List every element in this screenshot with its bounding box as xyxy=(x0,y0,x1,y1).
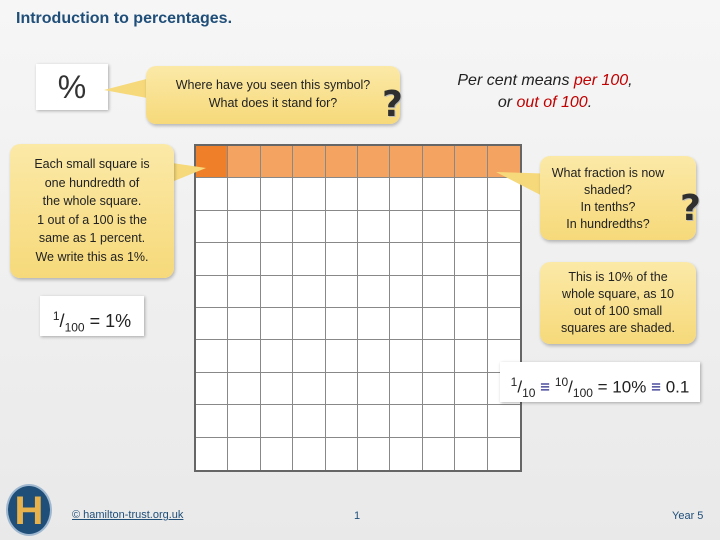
bubble4-line: whole square, as 10 xyxy=(562,287,674,301)
shaded-grid-cell xyxy=(261,146,293,178)
fraction-question-bubble xyxy=(540,156,696,240)
grid-cell xyxy=(293,438,325,470)
grid-cell xyxy=(261,405,293,437)
grid-cell xyxy=(358,243,390,275)
grid-cell xyxy=(358,438,390,470)
grid-cell xyxy=(488,438,520,470)
per-cent-text: or xyxy=(497,94,517,111)
grid-cell xyxy=(390,373,422,405)
shaded-grid-cell xyxy=(326,146,358,178)
grid-cell xyxy=(488,211,520,243)
grid-cell xyxy=(358,211,390,243)
grid-cell xyxy=(196,211,228,243)
grid-cell xyxy=(423,308,455,340)
grid-cell xyxy=(293,211,325,243)
grid-cell xyxy=(423,243,455,275)
grid-cell xyxy=(326,211,358,243)
grid-cell xyxy=(358,373,390,405)
eq-slash: / xyxy=(568,377,573,397)
grid-cell xyxy=(261,276,293,308)
grid-cell xyxy=(293,405,325,437)
grid-cell xyxy=(326,405,358,437)
explanation-bubble xyxy=(10,144,174,278)
equivalence-box xyxy=(500,362,700,402)
grid-cell xyxy=(261,373,293,405)
bubble3-line: In tenths? xyxy=(580,200,636,214)
shaded-grid-cell xyxy=(390,146,422,178)
bubble4-line: squares are shaded. xyxy=(561,321,675,335)
grid-cell xyxy=(390,178,422,210)
grid-cell xyxy=(228,243,260,275)
per-cent-text: means xyxy=(516,72,574,89)
grid-cell xyxy=(228,276,260,308)
shaded-grid-cell xyxy=(228,146,260,178)
grid-cell xyxy=(423,178,455,210)
eq-numerator: 1 xyxy=(510,375,518,389)
grid-cell xyxy=(390,405,422,437)
bubble2-line: 1 out of a 100 is the xyxy=(37,212,147,227)
grid-cell xyxy=(488,308,520,340)
equivalence-sign: ≡ xyxy=(535,377,555,397)
grid-cell xyxy=(228,340,260,372)
fraction-result: = 1% xyxy=(84,311,132,331)
grid-cell xyxy=(228,178,260,210)
grid-cell xyxy=(390,438,422,470)
grid-cell xyxy=(293,308,325,340)
logo-letter: H xyxy=(14,489,44,533)
copyright-link[interactable]: © hamilton-trust.org.uk xyxy=(72,509,184,521)
grid-cell xyxy=(358,405,390,437)
percent-symbol-box xyxy=(36,64,108,110)
grid-cell xyxy=(455,438,487,470)
grid-cell xyxy=(455,178,487,210)
eq-decimal: 0.1 xyxy=(660,377,690,397)
grid-cell xyxy=(488,405,520,437)
eq-denominator: 100 xyxy=(572,386,593,401)
grid-cell xyxy=(455,276,487,308)
grid-cell xyxy=(455,340,487,372)
grid-cell xyxy=(488,276,520,308)
grid-cell xyxy=(423,438,455,470)
grid-cell xyxy=(423,276,455,308)
grid-cell xyxy=(390,243,422,275)
grid-cell xyxy=(293,340,325,372)
bubble1-line: What does it stand for? xyxy=(208,96,338,110)
per-cent-text: , xyxy=(628,72,633,89)
grid-cell xyxy=(293,276,325,308)
grid-cell xyxy=(261,340,293,372)
grid-cell xyxy=(228,438,260,470)
grid-cell xyxy=(455,211,487,243)
fraction-numerator: 1 xyxy=(52,309,60,323)
grid-cell xyxy=(228,308,260,340)
bubble3-line: What fraction is now xyxy=(551,166,665,180)
question-bubble-symbol xyxy=(146,66,400,124)
year-label: Year 5 xyxy=(672,510,704,522)
fraction-one-hundredth-box xyxy=(40,296,144,336)
question-mark-icon: ? xyxy=(382,84,403,125)
grid-cell xyxy=(196,438,228,470)
grid-cell xyxy=(326,178,358,210)
bubble2-line: Each small square is xyxy=(34,157,150,171)
bubble4-line: out of 100 small xyxy=(573,304,663,318)
grid-cell xyxy=(326,276,358,308)
grid-cell xyxy=(196,373,228,405)
grid-cell xyxy=(196,276,228,308)
grid-cell xyxy=(423,211,455,243)
per-100-text: per 100 xyxy=(573,72,629,89)
grid-cell xyxy=(455,405,487,437)
fraction-denominator: 100 xyxy=(64,320,85,335)
eq-percent: = 10% xyxy=(592,377,652,397)
shaded-grid-cell xyxy=(358,146,390,178)
per-cent-term: Per cent xyxy=(457,72,517,89)
grid-cell xyxy=(228,373,260,405)
bubble2-line: We write this as 1%. xyxy=(35,249,149,264)
bubble2-line: same as 1 percent. xyxy=(38,231,146,245)
bubble4-line: This is 10% of the xyxy=(568,270,668,284)
grid-cell xyxy=(326,340,358,372)
grid-cell xyxy=(455,308,487,340)
grid-cell xyxy=(261,243,293,275)
grid-cell xyxy=(358,308,390,340)
grid-cell xyxy=(390,340,422,372)
out-of-100-text: out of 100 xyxy=(516,94,588,111)
grid-cell xyxy=(455,243,487,275)
answer-bubble xyxy=(540,262,696,344)
hamilton-logo xyxy=(6,484,52,536)
fraction-slash: / xyxy=(59,311,65,331)
grid-cell xyxy=(293,373,325,405)
bubble1-line: Where have you seen this symbol? xyxy=(175,78,371,92)
equivalence-sign: ≡ xyxy=(651,377,661,397)
grid-cell xyxy=(358,340,390,372)
page-title: Introduction to percentages. xyxy=(16,10,233,27)
grid-cell xyxy=(358,178,390,210)
question-mark-icon: ? xyxy=(680,188,701,229)
grid-cell xyxy=(488,243,520,275)
page-number: 1 xyxy=(354,510,361,522)
grid-cell xyxy=(261,211,293,243)
grid-cell xyxy=(326,438,358,470)
grid-cell xyxy=(196,243,228,275)
eq-denominator: 10 xyxy=(522,386,536,401)
grid-cell xyxy=(390,276,422,308)
grid-cell xyxy=(196,340,228,372)
bubble2-line: the whole square. xyxy=(42,194,142,208)
grid-cell xyxy=(196,308,228,340)
grid-cell xyxy=(293,178,325,210)
grid-cell xyxy=(261,308,293,340)
grid-cell xyxy=(261,178,293,210)
grid-cell xyxy=(326,373,358,405)
bubble3-line: shaded? xyxy=(584,183,632,197)
bubble2-line: one hundredth of xyxy=(44,175,140,190)
grid-cell xyxy=(390,308,422,340)
eq-slash: / xyxy=(517,377,523,397)
grid-cell xyxy=(196,405,228,437)
per-cent-text: . xyxy=(587,94,593,111)
grid-cell xyxy=(261,438,293,470)
grid-cell xyxy=(358,276,390,308)
grid-cell xyxy=(423,373,455,405)
grid-cell xyxy=(390,211,422,243)
per-cent-definition xyxy=(430,70,660,114)
shaded-grid-cell xyxy=(455,146,487,178)
grid-cell xyxy=(228,405,260,437)
grid-cell xyxy=(228,211,260,243)
grid-cell xyxy=(455,373,487,405)
grid-cell xyxy=(326,308,358,340)
shaded-grid-cell xyxy=(423,146,455,178)
bubble3-line: In hundredths? xyxy=(566,217,650,231)
grid-cell xyxy=(423,340,455,372)
shaded-grid-cell xyxy=(293,146,325,178)
eq-numerator: 10 xyxy=(554,375,569,389)
grid-cell xyxy=(293,243,325,275)
percent-symbol: % xyxy=(57,69,87,105)
grid-cell xyxy=(423,405,455,437)
grid-cell xyxy=(326,243,358,275)
hundred-square-grid xyxy=(194,144,522,472)
